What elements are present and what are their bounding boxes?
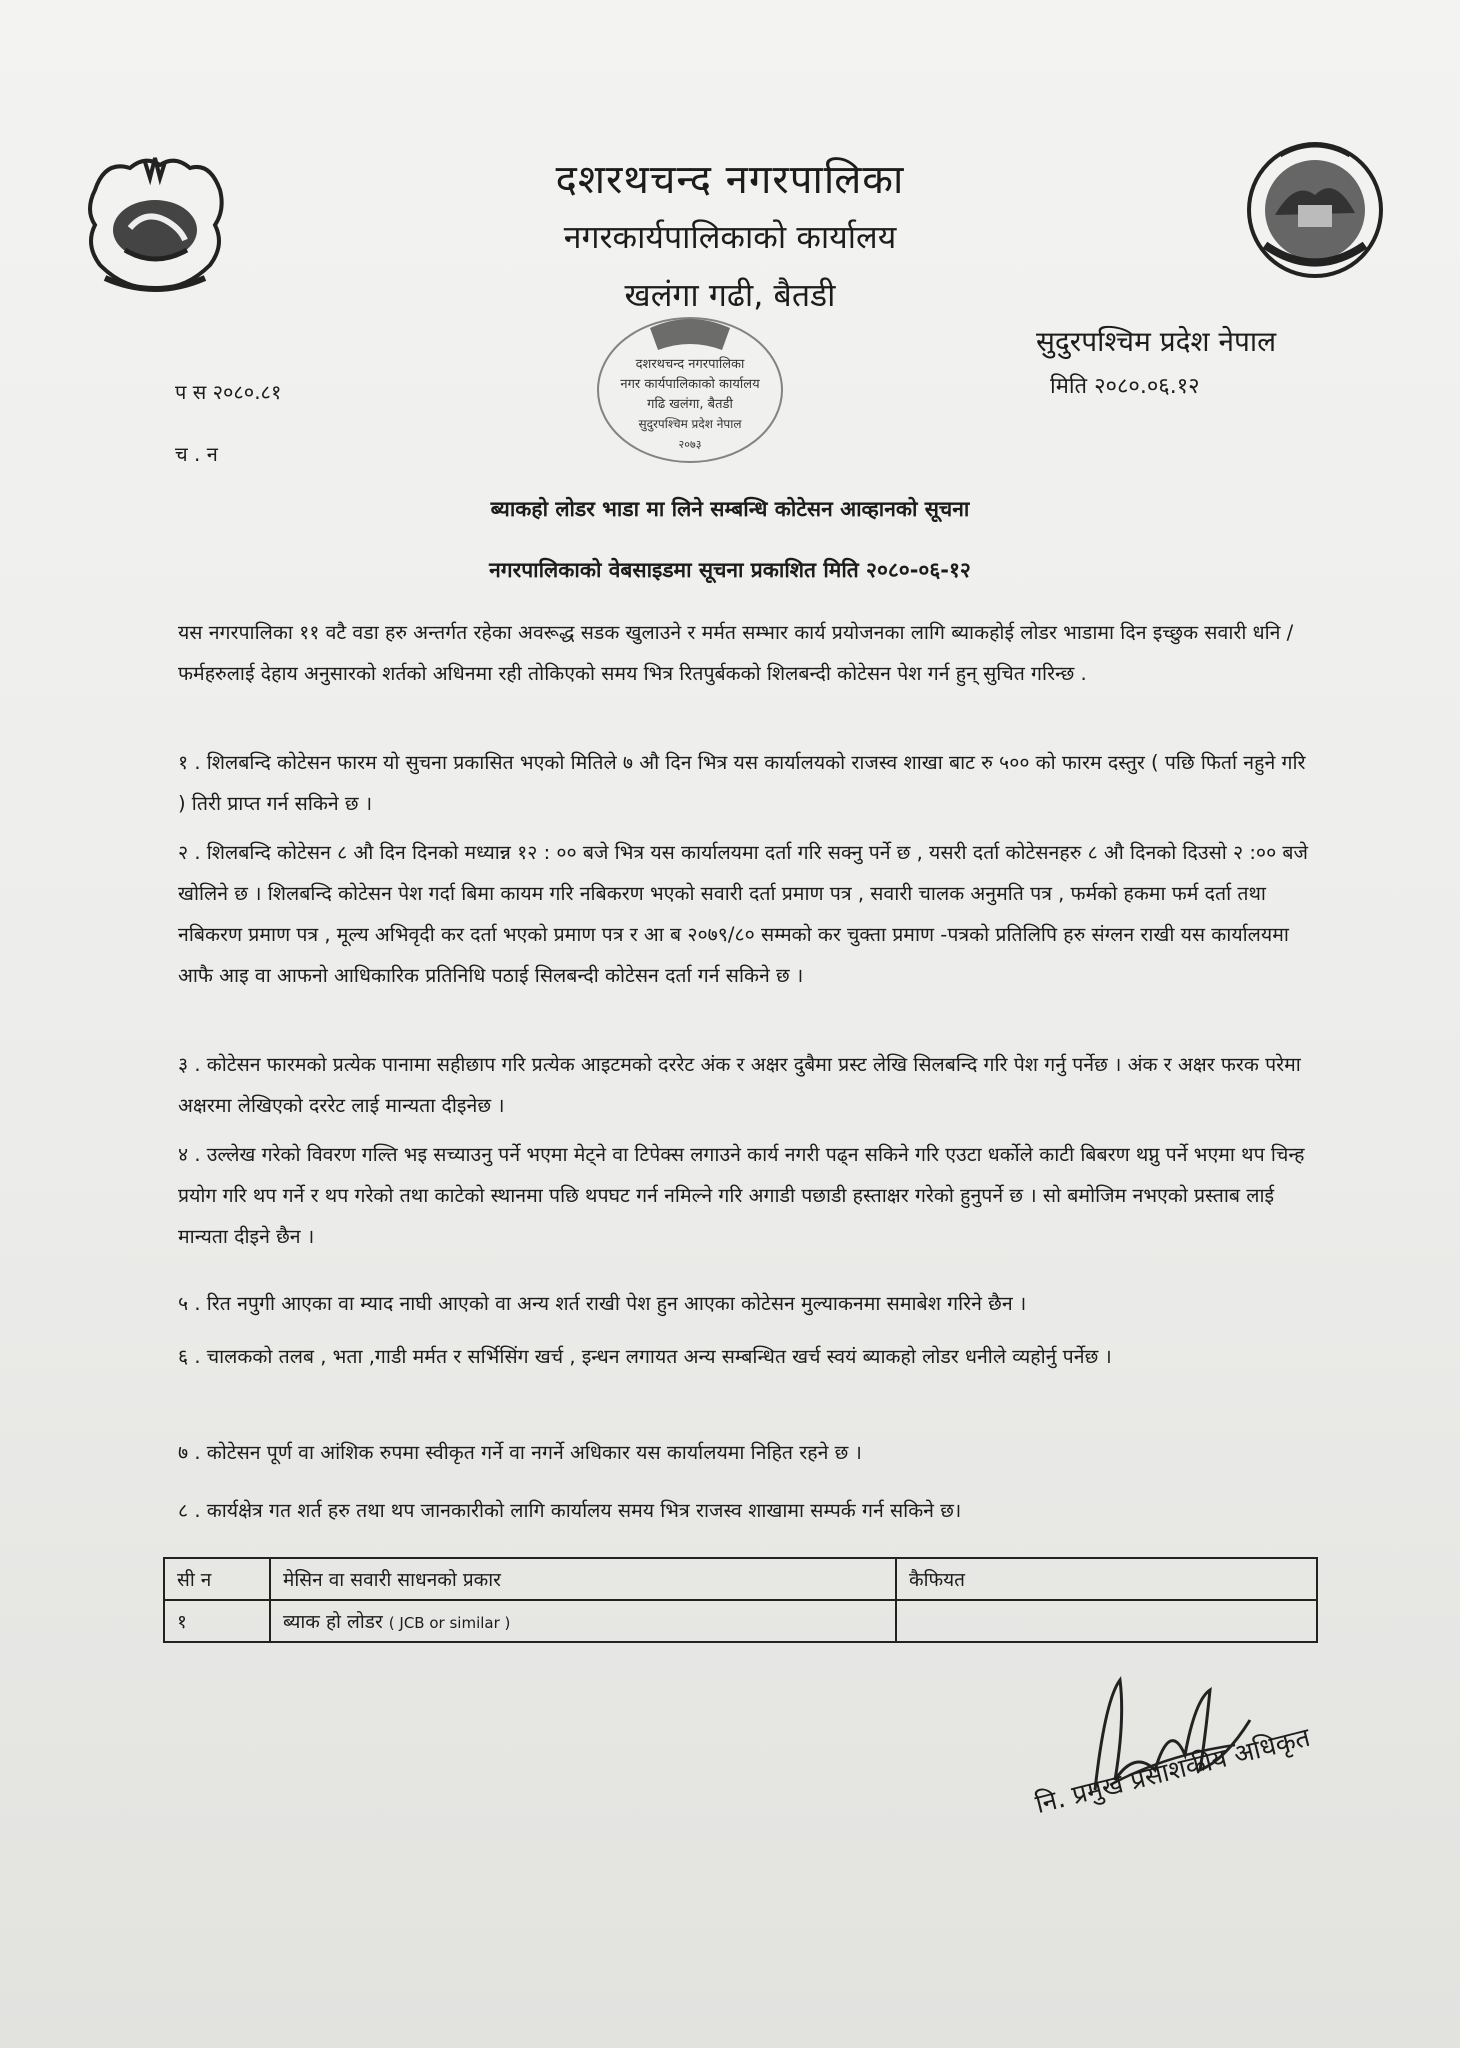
condition-7: ७ . कोटेसन पूर्ण वा आंशिक रुपमा स्वीकृत गर्ने वा नगर्ने अधिकार यस कार्यालयमा निहित रहने छ । — [178, 1441, 862, 1464]
stamp-line-2: नगर कार्यपालिकाको कार्यालय — [620, 377, 760, 392]
condition-6: ६ . चालकको तलब , भता ,गाडी मर्मत र सर्भिसिंग खर्च , इन्धन लगायत अन्य सम्बन्धित खर्च स्वयं ब्याकहो लोडर धनीले व्यहोर्नु पर्नेछ । — [178, 1345, 1112, 1368]
stamp-line-3: गढि खलंगा, बैतडी — [647, 397, 733, 412]
header-equipment-type: मेसिन वा सवारी साधनको प्रकार — [270, 1558, 896, 1600]
equipment-table — [163, 1557, 1318, 1643]
table-row — [164, 1600, 1317, 1642]
office-address: खलंगा गढी, बैतडी — [624, 276, 836, 314]
office-name: नगरकार्यपालिकाको कार्यालय — [563, 218, 897, 256]
condition-4: ४ . उल्लेख गरेको विवरण गल्ति भइ सच्याउनु पर्ने भएमा मेट्ने वा टिपेक्स लगाउने कार्य नगरी पढ्न सकिने गरि एउटा धर्कोले काटी बिबरण थप्नु पर्ने भएमा थप चिन्ह प्रयोग गरि थप गर्ने र थप गरेको तथा काटेको स्थानमा पछि थपघट गर्न नमिल्ने गरि अगाडी पछाडी हस्ताक्षर गरेको हुनुपर्ने छ । सो बमोजिम नभएको प्रस्ताब लाई मान्यता दीइने छैन । — [178, 1143, 1305, 1248]
condition-2: २ . शिलबन्दि कोटेसन ८ औ दिन दिनको मध्यान्न १२ : ०० बजे भित्र यस कार्यालयमा दर्ता गरि सक्नु पर्ने छ , यसरी दर्ता कोटेसनहरु ८ औ दिनको दिउसो २ :०० बजे खोलिने छ । शिलबन्दि कोटेसन पेश गर्दा बिमा कायम गरि नबिकरण भएको सवारी दर्ता प्रमाण पत्र , सवारी चालक अनुमति पत्र , फर्मको हकमा फर्म दर्ता तथा नबिकरण प्रमाण पत्र , मूल्य अभिवृदी कर दर्ता भएको प्रमाण पत्र र आ ब २०७९/८० सम्मको कर चुक्ता प्रमाण -पत्रको प्रतिलिपि हरु संग्लन राखी यस कार्यालयमा आफै आइ वा आफनो आधिकारिक प्रतिनिधि पठाई सिलबन्दी कोटेसन दर्ता गर्न सकिने छ । — [178, 841, 1309, 987]
notice-title: ब्याकहो लोडर भाडा मा लिने सम्बन्धि कोटेसन आव्हानको सूचना — [490, 497, 970, 521]
header-remarks: कैफियत — [896, 1558, 1317, 1600]
office-stamp — [590, 310, 790, 470]
nepal-emblem-icon — [75, 150, 235, 300]
stamp-line-5: २०७३ — [678, 438, 702, 451]
org-name: दशरथचन्द नगरपालिका — [555, 157, 905, 203]
stamp-line-1: दशरथचन्द नगरपालिका — [635, 357, 745, 372]
stamp-line-4: सुदुरपश्चिम प्रदेश नेपाल — [638, 417, 742, 431]
table-header-row — [164, 1558, 1317, 1600]
letter-date: मिति २०८०.०६.१२ — [1050, 374, 1200, 399]
fiscal-year-ref: प स २०८०.८१ — [175, 380, 282, 404]
notice-subtitle: नगरपालिकाको वेबसाइडमा सूचना प्रकाशित मिति २०८०-०६-१२ — [489, 558, 971, 582]
province-name: सुदुरपश्चिम प्रदेश नेपाल — [1036, 325, 1277, 358]
equipment-type-en: ( JCB or similar ) — [388, 1614, 511, 1632]
condition-3: ३ . कोटेसन फारमको प्रत्येक पानामा सहीछाप गरि प्रत्येक आइटमको दररेट अंक र अक्षर दुबैमा प्रस्ट लेखि सिलबन्दि गरि पेश गर्नु पर्नेछ । अंक र अक्षर फरक परेमा अक्षरमा लेखिएको दररेट लाई मान्यता दीइनेछ । — [178, 1053, 1301, 1117]
condition-8: ८ . कार्यक्षेत्र गत शर्त हरु तथा थप जानकारीको लागि कार्यालय समय भित्र राजस्व शाखामा सम्पर्क गर्न सकिने छ। — [178, 1499, 962, 1522]
cell-serial: १ — [164, 1600, 270, 1642]
equipment-type-np: ब्याक हो लोडर — [283, 1611, 383, 1633]
condition-5: ५ . रित नपुगी आएका वा म्याद नाघी आएको वा अन्य शर्त राखी पेश हुन आएका कोटेसन मुल्याकनमा समाबेश गरिने छैन । — [178, 1292, 1027, 1315]
dispatch-number: च . न — [175, 442, 218, 466]
header-serial: सी न — [164, 1558, 270, 1600]
municipality-logo-icon — [1240, 135, 1390, 285]
cell-equipment-type — [270, 1600, 896, 1642]
signatory-designation: नि. प्रमुख प्रसाशकीय अधिकृत — [1032, 1722, 1314, 1821]
intro-paragraph: यस नगरपालिका ११ वटै वडा हरु अन्तर्गत रहेका अवरूद्ध सडक खुलाउने र मर्मत सम्भार कार्य प्रयोजनका लागि ब्याकहोई लोडर भाडामा दिन इच्छुक सवारी धनि / फर्महरुलाई देहाय अनुसारको शर्तको अधिनमा रही तोकिएको समय भित्र रितपुर्बकको शिलबन्दी कोटेसन पेश गर्न हुन् सुचित गरिन्छ . — [178, 621, 1294, 685]
cell-remarks — [896, 1600, 1317, 1642]
condition-1: १ . शिलबन्दि कोटेसन फारम यो सुचना प्रकासित भएको मितिले ७ औ दिन भित्र यस कार्यालयको राजस्व शाखा बाट रु ५०० को फारम दस्तुर ( पछि फिर्ता नहुने गरि ) तिरी प्राप्त गर्न सकिने छ । — [178, 751, 1306, 815]
